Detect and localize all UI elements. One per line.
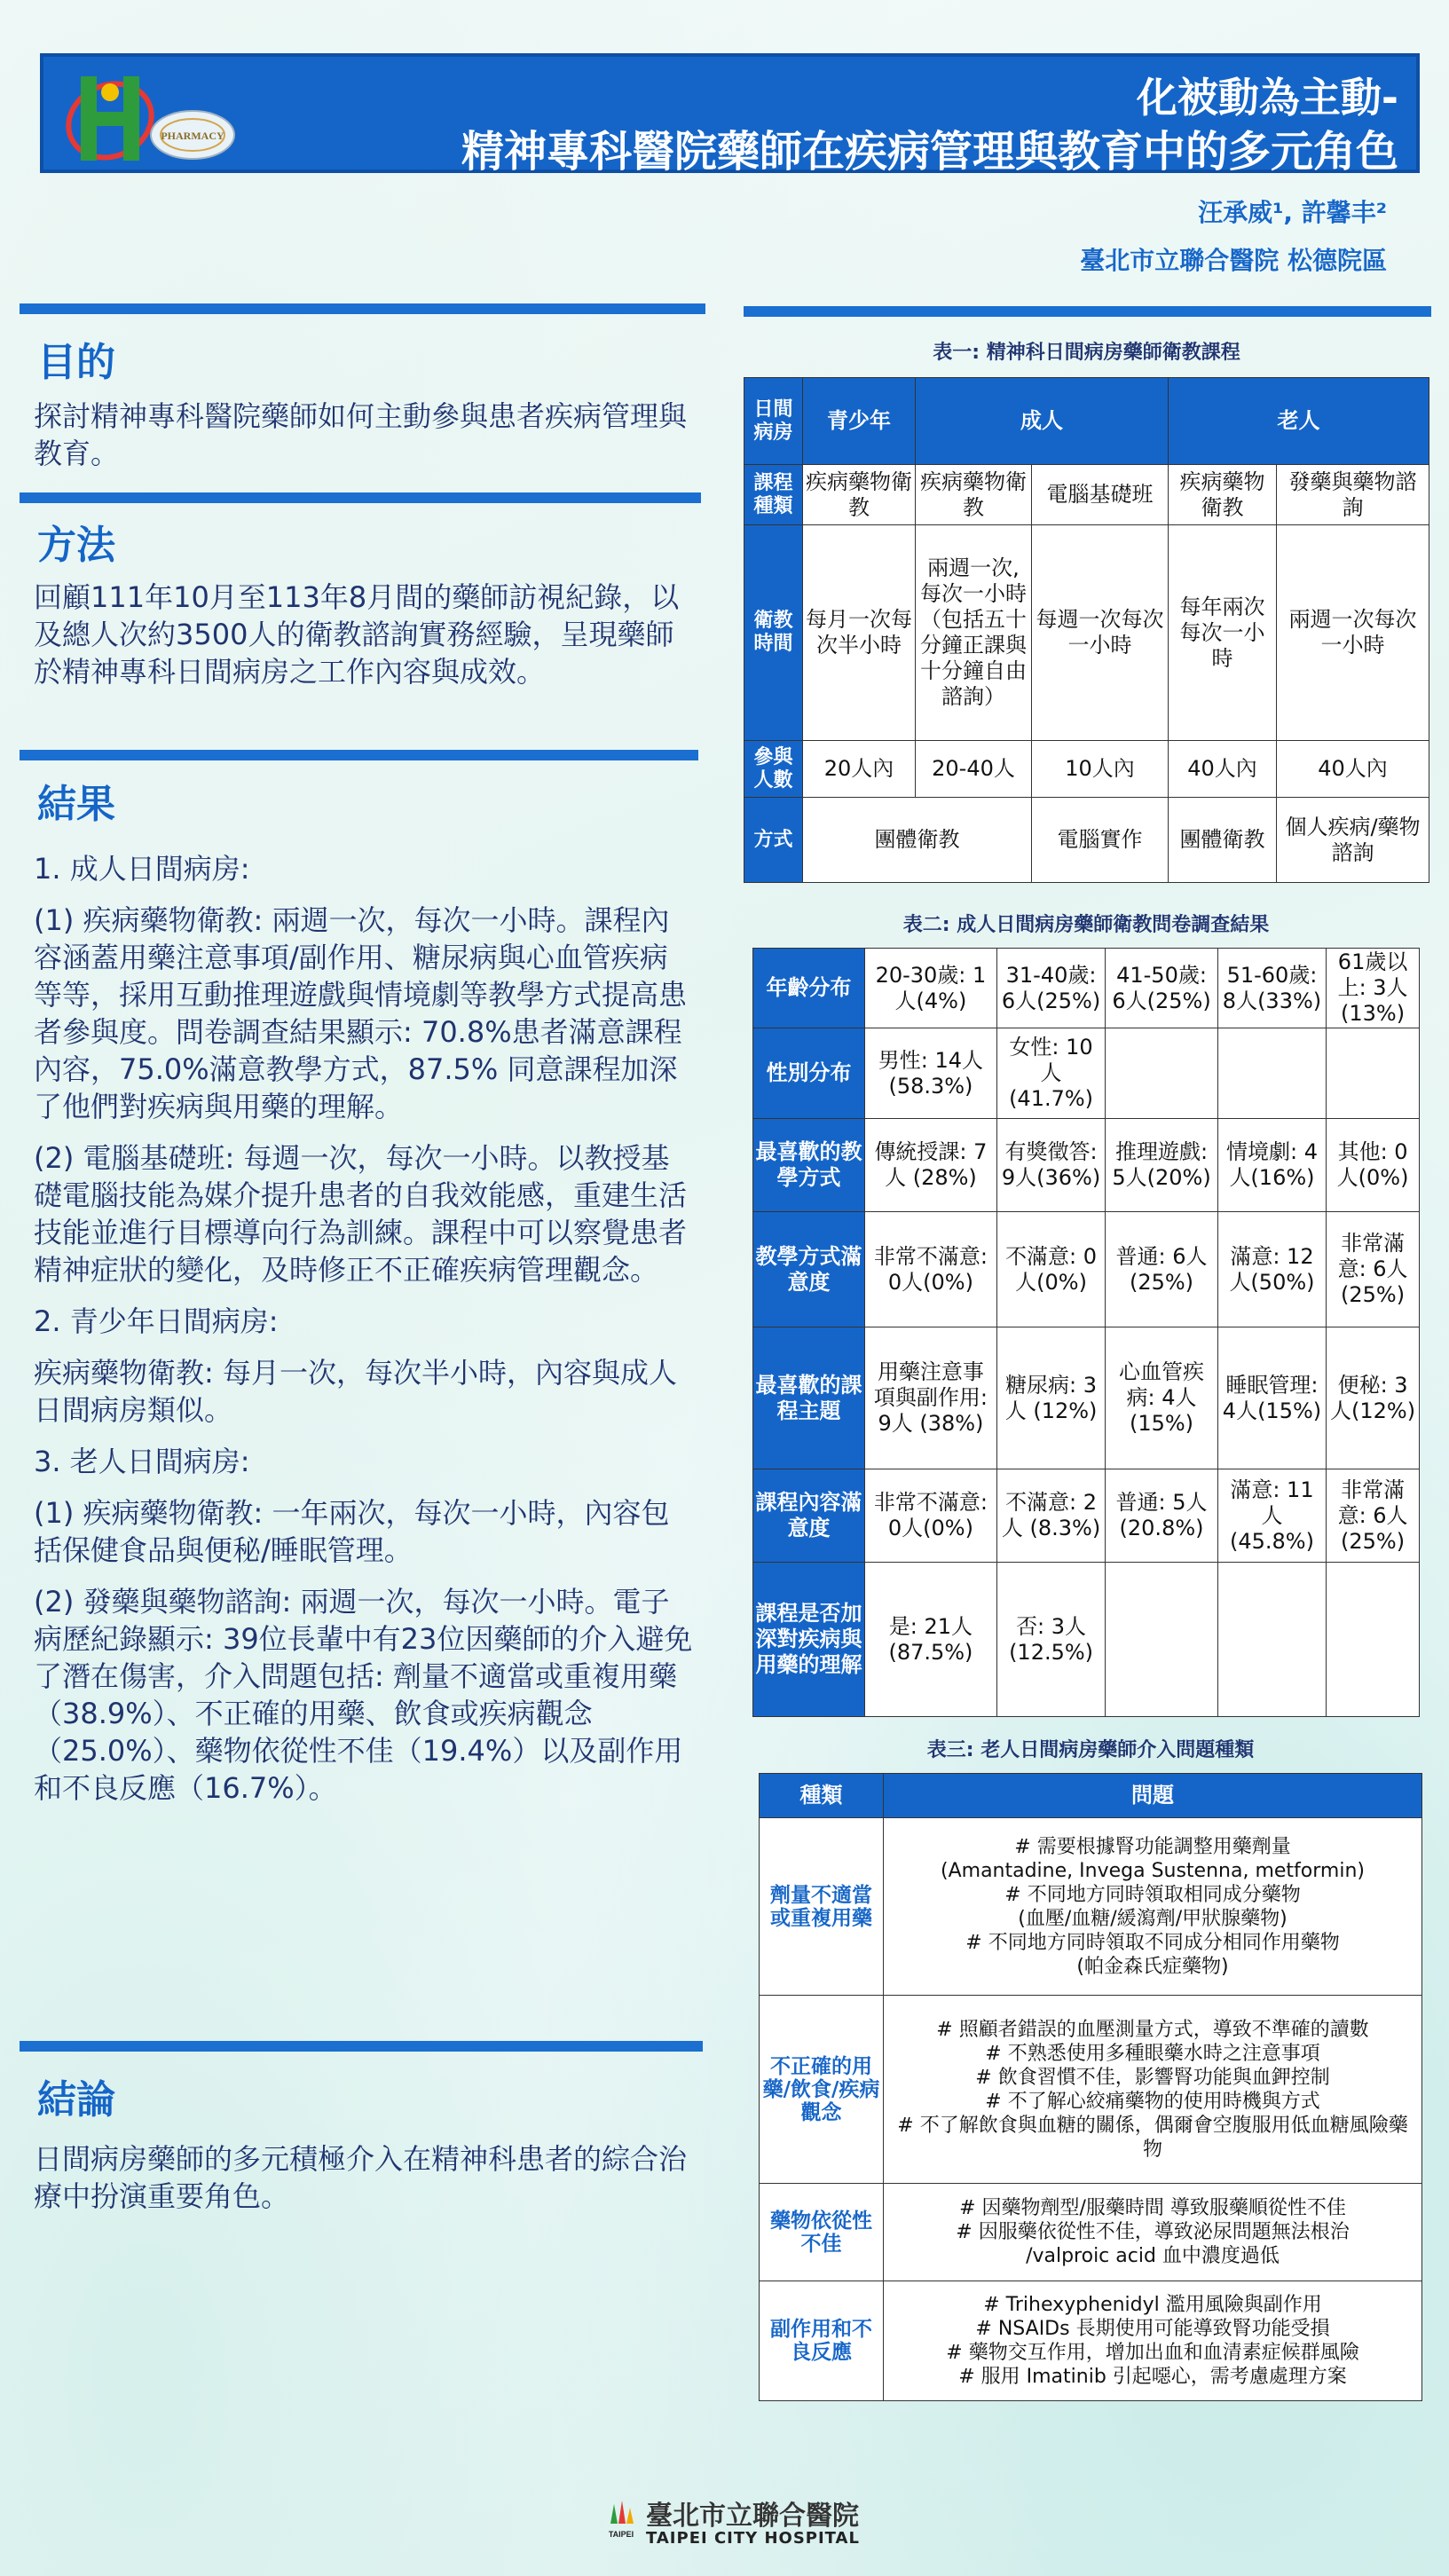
table1-caption: 表一: 精神科日間病房藥師衛教課程	[933, 342, 1240, 364]
row-header: 年齡分布	[753, 949, 865, 1028]
results-paragraph: (2) 發藥與藥物諮詢: 兩週一次，每次一小時。電子病歷紀錄顯示: 39位長輩中有23位因藥師的介入避免了潛在傷害，介入問題包括: 劑量不適當或重複用藥（38.9%）、不正確的用藥、飲食或疾病觀念（25.0%）、藥物依從性不佳（19.4%）以及副作用和不良反應（16.7%）。	[34, 1585, 693, 1805]
column-header: 問題	[884, 1774, 1422, 1818]
problem-line: # 不了解飲食與血糖的關係，偶爾會空腹服用低血糖風險藥物	[897, 2114, 1408, 2161]
survey-cell: 非常滿意: 6人 (25%)	[1327, 1469, 1420, 1563]
problem-line: # Trihexyphenidyl 濫用風險與副作用	[983, 2294, 1322, 2316]
hospital-affiliation: 臺北市立聯合醫院 松德院區	[1080, 246, 1387, 275]
survey-cell: 女性: 10人 (41.7%)	[996, 1028, 1105, 1119]
row-header: 副作用和不良反應	[760, 2281, 884, 2401]
time-cell: 每週一次每次一小時	[1032, 525, 1169, 741]
problem-line: # 照顧者錯誤的血壓測量方式，導致不準確的讀數	[936, 2018, 1369, 2041]
results-paragraph: 3. 老人日間病房:	[34, 1445, 250, 1478]
section-divider	[20, 750, 698, 760]
row-header: 課程種類	[744, 465, 803, 525]
table3-caption: 表三: 老人日間病房藥師介入問題種類	[926, 1739, 1255, 1761]
row-header: 參與人數	[744, 741, 803, 798]
conclusion-text: 日間病房藥師的多元積極介入在精神科患者的綜合治療中扮演重要角色。	[34, 2142, 688, 2213]
authors: 汪承威¹, 許馨丰²	[1198, 198, 1387, 227]
time-cell: 兩週一次每次一小時	[1277, 525, 1429, 741]
mode-cell: 團體衛教	[803, 798, 1032, 883]
results-paragraph: 2. 青少年日間病房:	[34, 1304, 279, 1338]
course-cell: 疾病藥物衛教	[803, 465, 916, 525]
row-header: 藥物依從性不佳	[760, 2184, 884, 2281]
problem-line: # 服用 Imatinib 引起噁心，需考慮處理方案	[958, 2366, 1347, 2388]
survey-cell: 否: 3人 (12.5%)	[996, 1563, 1105, 1717]
count-cell: 40人內	[1169, 741, 1277, 798]
purpose-text: 探討精神專科醫院藥師如何主動參與患者疾病管理與教育。	[34, 399, 688, 470]
survey-cell: 非常不滿意: 0人(0%)	[865, 1212, 997, 1327]
method-text: 回顧111年10月至113年8月間的藥師訪視紀錄，以及總人次約3500人的衛教諮詢實務經驗，呈現藥師於精神專科日間病房之工作內容與成效。	[34, 580, 680, 689]
problem-line: # NSAIDs 長期使用可能導致腎功能受損	[975, 2318, 1330, 2340]
section-divider	[20, 492, 701, 503]
row-header: 衛教時間	[744, 525, 803, 741]
section-divider	[744, 306, 1431, 317]
survey-cell: 心血管疾病: 4人(15%)	[1106, 1327, 1218, 1469]
problem-line: # 飲食習慣不佳，影響腎功能與血鉀控制	[975, 2066, 1330, 2089]
count-cell: 20人內	[803, 741, 916, 798]
survey-cell: 情境劇: 4人(16%)	[1217, 1119, 1326, 1212]
results-heading: 結果	[37, 782, 115, 827]
ward-header: 老人	[1169, 378, 1429, 465]
problem-line: /valproic acid 血中濃度過低	[1026, 2245, 1280, 2267]
survey-cell: 31-40歲: 6人(25%)	[996, 949, 1105, 1028]
problem-line: # 不了解心絞痛藥物的使用時機與方式	[985, 2090, 1320, 2113]
survey-cell: 20-30歲: 1人(4%)	[865, 949, 997, 1028]
problem-cell	[884, 1996, 1422, 2184]
survey-cell: 糖尿病: 3人 (12%)	[996, 1327, 1105, 1469]
footer-hospital-name-zh: 臺北市立聯合醫院	[646, 2501, 859, 2532]
results-paragraph: (1) 疾病藥物衛教: 一年兩次，每次一小時，內容包括保健食品與便秘/睡眠管理。	[34, 1496, 670, 1567]
row-header: 劑量不適當或重複用藥	[760, 1818, 884, 1996]
table1-course-schedule	[744, 377, 1429, 883]
problem-line: # 藥物交互作用，增加出血和血清素症候群風險	[946, 2342, 1359, 2364]
pharmacy-logo-icon	[148, 108, 237, 161]
survey-cell: 是: 21人 (87.5%)	[865, 1563, 997, 1717]
conclusion-heading: 結論	[37, 2077, 115, 2123]
count-cell: 20-40人	[916, 741, 1032, 798]
row-header: 日間病房	[744, 378, 803, 465]
survey-cell	[1327, 1028, 1420, 1119]
problem-line: (帕金森氏症藥物)	[1076, 1955, 1229, 1978]
survey-cell	[1217, 1563, 1326, 1717]
survey-cell: 推理遊戲: 5人(20%)	[1106, 1119, 1218, 1212]
mode-cell: 個人疾病/藥物諮詢	[1277, 798, 1429, 883]
title-line-1: 化被動為主動-	[1136, 74, 1398, 122]
mode-cell: 電腦實作	[1032, 798, 1169, 883]
results-paragraph: 疾病藥物衛教: 每月一次，每次半小時，內容與成人日間病房類似。	[34, 1356, 677, 1427]
course-cell: 電腦基礎班	[1032, 465, 1169, 525]
problem-line: # 不同地方同時領取不同成分相同作用藥物	[965, 1931, 1340, 1954]
survey-cell: 便秘: 3人(12%)	[1327, 1327, 1420, 1469]
title-banner	[40, 53, 1420, 177]
survey-cell: 滿意: 11人 (45.8%)	[1217, 1469, 1326, 1563]
row-header: 不正確的用藥/飲食/疾病觀念	[760, 1996, 884, 2184]
row-header: 方式	[744, 798, 803, 883]
section-divider	[20, 303, 705, 314]
problem-line: # 因藥物劑型/服藥時間 導致服藥順從性不佳	[959, 2197, 1346, 2219]
survey-cell: 睡眠管理: 4人(15%)	[1217, 1327, 1326, 1469]
row-header: 性別分布	[753, 1028, 865, 1119]
section-divider	[20, 2041, 703, 2052]
time-cell: 兩週一次,每次一小時（包括五十分鐘正課與十分鐘自由諮詢）	[916, 525, 1032, 741]
results-paragraph: 1. 成人日間病房:	[34, 852, 250, 886]
survey-cell: 其他: 0人(0%)	[1327, 1119, 1420, 1212]
survey-cell: 普通: 6人(25%)	[1106, 1212, 1218, 1327]
footer-hospital-name-en: TAIPEI CITY HOSPITAL	[646, 2529, 860, 2548]
survey-cell: 不滿意: 0人(0%)	[996, 1212, 1105, 1327]
results-body	[34, 850, 695, 1821]
row-header: 課程內容滿意度	[753, 1469, 865, 1563]
survey-cell: 滿意: 12人(50%)	[1217, 1212, 1326, 1327]
table2-survey-results	[752, 948, 1420, 1717]
problem-line: # 因服藥依從性不佳，導致泌尿問題無法根治	[956, 2221, 1350, 2243]
problem-line: # 需要根據腎功能調整用藥劑量	[1014, 1835, 1291, 1858]
table3-intervention-problems	[759, 1773, 1422, 2401]
survey-cell: 41-50歲: 6人(25%)	[1106, 949, 1218, 1028]
survey-cell: 男性: 14人 (58.3%)	[865, 1028, 997, 1119]
survey-cell: 非常不滿意: 0人(0%)	[865, 1469, 997, 1563]
ward-header: 成人	[916, 378, 1169, 465]
survey-cell: 51-60歲: 8人(33%)	[1217, 949, 1326, 1028]
pharmacy-logo-text: PHARMACY	[161, 130, 224, 142]
survey-cell: 非常滿意: 6人(25%)	[1327, 1212, 1420, 1327]
course-cell: 疾病藥物衛教	[1169, 465, 1277, 525]
time-cell: 每月一次每次半小時	[803, 525, 916, 741]
survey-cell: 普通: 5人 (20.8%)	[1106, 1469, 1218, 1563]
results-paragraph: (1) 疾病藥物衛教: 兩週一次，每次一小時。課程內容涵蓋用藥注意事項/副作用、糖尿病與心血管疾病等等，採用互動推理遊戲與情境劇等教學方式提高患者參與度。問卷調查結果顯示: 70.8%患者滿意課程內容，75.0%滿意教學方式，87.5% 同意課程加深了他們對疾病與用藥的理解。	[34, 903, 688, 1123]
method-heading: 方法	[37, 523, 115, 568]
problem-cell	[884, 1818, 1422, 1996]
row-header: 最喜歡的教學方式	[753, 1119, 865, 1212]
time-cell: 每年兩次每次一小時	[1169, 525, 1277, 741]
survey-cell	[1327, 1563, 1420, 1717]
table2-caption: 表二: 成人日間病房藥師衛教問卷調查結果	[902, 914, 1270, 936]
footer-hospital-logo	[603, 2493, 870, 2556]
ward-header: 青少年	[803, 378, 916, 465]
footer-logo-text: TAIPEI	[608, 2530, 634, 2539]
survey-cell	[1217, 1028, 1326, 1119]
results-paragraph: (2) 電腦基礎班: 每週一次，每次一小時。以教授基礎電腦技能為媒介提升患者的自我效能感，重建生活技能並進行目標導向行為訓練。課程中可以察覺患者精神症狀的變化，及時修正不正確疾病管理觀念。	[34, 1141, 688, 1287]
problem-line: # 不熟悉使用多種眼藥水時之注意事項	[985, 2042, 1320, 2065]
row-header: 最喜歡的課程主題	[753, 1327, 865, 1469]
purpose-heading: 目的	[37, 340, 115, 385]
survey-cell	[1106, 1028, 1218, 1119]
problem-cell	[884, 2281, 1422, 2401]
survey-cell: 傳統授課: 7人 (28%)	[865, 1119, 997, 1212]
course-cell: 疾病藥物衛教	[916, 465, 1032, 525]
count-cell: 10人內	[1032, 741, 1169, 798]
count-cell: 40人內	[1277, 741, 1429, 798]
problem-line: (血壓/血糖/緩瀉劑/甲狀腺藥物)	[1018, 1907, 1288, 1930]
taipei-city-hospital-logo-icon	[603, 2497, 639, 2541]
hospital-h-logo-icon	[61, 66, 159, 168]
title-line-2: 精神專科醫院藥師在疾病管理與教育中的多元角色	[461, 127, 1398, 177]
survey-cell: 不滿意: 2人 (8.3%)	[996, 1469, 1105, 1563]
course-cell: 發藥與藥物諮詢	[1277, 465, 1429, 525]
row-header: 課程是否加深對疾病與用藥的理解	[753, 1563, 865, 1717]
problem-cell	[884, 2184, 1422, 2281]
problem-line: (Amantadine, Invega Sustenna, metformin)	[941, 1859, 1365, 1882]
column-header: 種類	[760, 1774, 884, 1818]
survey-cell	[1106, 1563, 1218, 1717]
survey-cell: 用藥注意事項與副作用: 9人 (38%)	[865, 1327, 997, 1469]
survey-cell: 61歲以上: 3人(13%)	[1327, 949, 1420, 1028]
mode-cell: 團體衛教	[1169, 798, 1277, 883]
survey-cell: 有獎徵答: 9人(36%)	[996, 1119, 1105, 1212]
row-header: 教學方式滿意度	[753, 1212, 865, 1327]
problem-line: # 不同地方同時領取相同成分藥物	[1004, 1883, 1301, 1906]
